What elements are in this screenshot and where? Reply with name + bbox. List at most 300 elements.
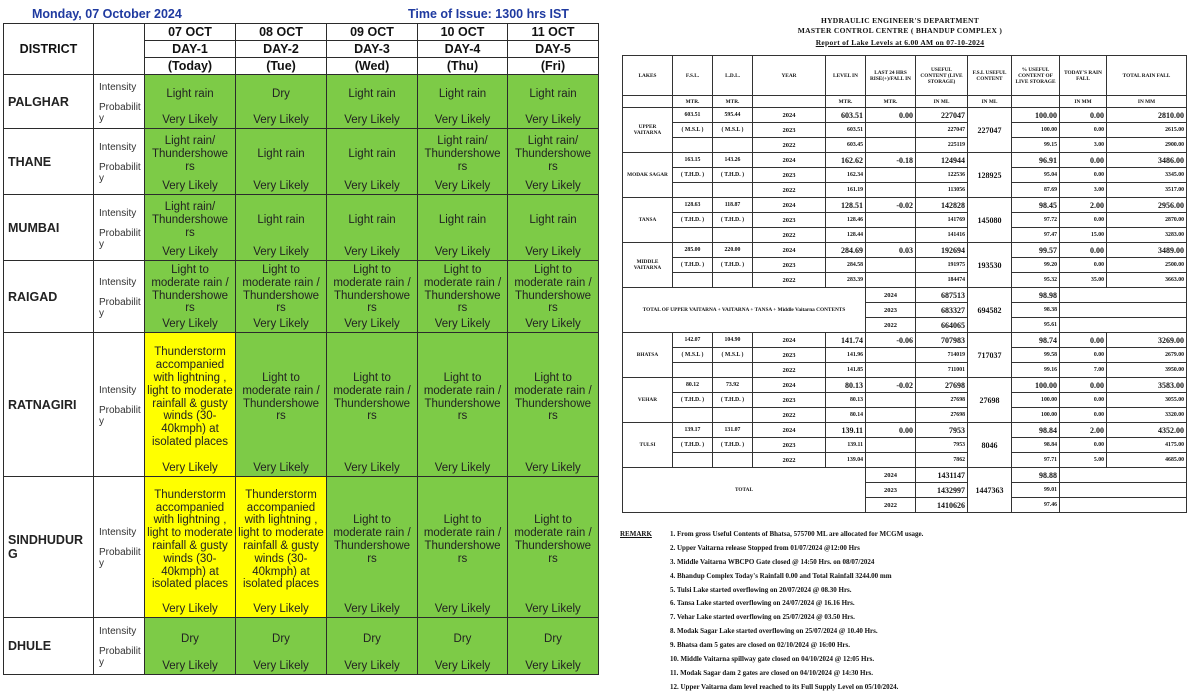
lake-total-rain: 4685.00 (1107, 453, 1187, 468)
probability-text: Very Likely (525, 114, 581, 126)
forecast-cell-content (327, 75, 417, 128)
lake-level: 139.04 (826, 453, 866, 468)
lake-total-rain: 3269.00 (1107, 333, 1187, 348)
lake-content: 113056 (916, 183, 968, 198)
lake-fsl-datum: ( T.H.D. ) (673, 168, 713, 183)
lake-year: 2023 (753, 123, 826, 138)
lake-row (623, 198, 1187, 213)
lake-level: 161.19 (826, 183, 866, 198)
lake-level: 80.14 (826, 408, 866, 423)
intensity-text: Dry (272, 632, 290, 645)
lake-today-rain: 3.00 (1060, 183, 1107, 198)
lake-fsl-datum: ( T.H.D. ) (673, 393, 713, 408)
lake-level: 162.62 (826, 153, 866, 168)
lake-today-rain: 0.00 (1060, 438, 1107, 453)
probability-text: Very Likely (344, 180, 400, 192)
probability-label: Probabilit y (99, 161, 141, 184)
lake-ldl: 595.44 (713, 108, 753, 123)
lake-level: 603.51 (826, 123, 866, 138)
total-content: 1410626 (916, 498, 968, 513)
lake-fsl: 128.63 (673, 198, 713, 213)
intensity-label: Intensity (99, 626, 137, 637)
intensity-text: Thunderstorm accompanied with lightning , light to moderate rainfall & gusty winds (30-40kmph) at isolated places (147, 346, 233, 448)
lake-pct: 100.00 (1012, 378, 1060, 393)
intensity-text: Light rain (348, 88, 396, 101)
forecast-cell (236, 261, 327, 333)
probability-text: Very Likely (253, 180, 309, 192)
forecast-cell-content (418, 477, 507, 617)
probability-text: Very Likely (162, 603, 218, 615)
lake-total-rain: 2810.00 (1107, 108, 1187, 123)
lake-pct: 97.71 (1012, 453, 1060, 468)
lake-year: 2023 (753, 168, 826, 183)
intensity-text: Dry (272, 88, 290, 101)
lake-content: 141769 (916, 213, 968, 228)
forecast-cell (418, 195, 508, 261)
lake-pct: 99.16 (1012, 363, 1060, 378)
district-header: DISTRICT (4, 24, 94, 75)
lake-level: 283.39 (826, 273, 866, 288)
probability-text: Very Likely (344, 318, 400, 330)
lake-fsl-datum: ( M.S.L ) (673, 123, 713, 138)
report-title-2: MASTER CONTROL CENTRE ( BHANDUP COMPLEX ) (797, 26, 1003, 35)
lake-pct: 99.57 (1012, 243, 1060, 258)
forecast-cell-content (327, 333, 417, 476)
lake-content: 227047 (916, 108, 968, 123)
lake-ldl-blank (713, 363, 753, 378)
day-date-header: 09 OCT (327, 24, 418, 41)
lake-today-rain: 0.00 (1060, 123, 1107, 138)
intensity-label: Intensity (99, 141, 137, 153)
probability-text: Very Likely (162, 660, 218, 672)
lake-ldl-blank (713, 228, 753, 243)
forecast-cell (327, 261, 418, 333)
forecast-cell (145, 477, 236, 618)
lake-row (623, 258, 1187, 273)
lake-pct: 98.84 (1012, 438, 1060, 453)
remark-item: 1. From gross Useful Contents of Bhatsa, 575700 ML are allocated for MCGM usage. (670, 530, 924, 538)
district-row (4, 261, 599, 333)
total-pct: 99.01 (1012, 483, 1060, 498)
lake-row (623, 123, 1187, 138)
lake-change: -0.18 (866, 153, 916, 168)
intensity-text: Light to moderate rain / Thundershowe rs (423, 371, 502, 423)
remark-label: REMARK (620, 530, 652, 538)
lake-header-cell: LAST 24 HRS RISE(+)/FALL IN (866, 56, 916, 96)
lake-table (622, 55, 1187, 513)
intensity-text: Light to moderate rain / Thundershowe rs (151, 263, 229, 315)
forecast-cell (236, 129, 327, 195)
forecast-cell-content (145, 129, 235, 194)
subtotal-content: 664065 (916, 318, 968, 333)
probability-text: Very Likely (253, 603, 309, 615)
forecast-cell (508, 129, 599, 195)
lake-header-cell: YEAR (753, 56, 826, 96)
intensity-label: Intensity (99, 207, 137, 219)
probability-text: Very Likely (253, 318, 309, 330)
intensity-label: Intensity (99, 276, 137, 288)
district-name: DHULE (4, 618, 94, 675)
subtotal-pct: 95.61 (1012, 318, 1060, 333)
forecast-cell (327, 477, 418, 618)
forecast-cell-content (418, 75, 507, 128)
probability-label: Probabilit y (99, 296, 141, 319)
lake-pct: 96.91 (1012, 153, 1060, 168)
intensity-text: Dry (181, 632, 199, 645)
lake-name: MIDDLE VAITARNA (623, 243, 673, 288)
lake-pct: 100.00 (1012, 108, 1060, 123)
probability-text: Very Likely (434, 660, 491, 672)
district-name: THANE (4, 129, 94, 195)
subtotal-year: 2024 (866, 288, 916, 303)
lake-pct: 99.58 (1012, 348, 1060, 363)
lake-year: 2022 (753, 228, 826, 243)
subtotal-year: 2022 (866, 318, 916, 333)
total-blank (1060, 498, 1187, 513)
lake-change (866, 453, 916, 468)
subtotal-label: TOTAL OF UPPER VAITARNA + VAITARNA + TANSA + Middle Vaitarna CONTENTS (623, 288, 866, 333)
lake-fsl-content: 8046 (968, 423, 1012, 468)
forecast-cell (327, 75, 418, 129)
lake-ldl: 118.87 (713, 198, 753, 213)
district-name: RAIGAD (4, 261, 94, 333)
lake-unit-cell (623, 96, 673, 108)
forecast-cell (418, 477, 508, 618)
lake-content: 225119 (916, 138, 968, 153)
lake-level: 139.11 (826, 438, 866, 453)
lake-level: 603.51 (826, 108, 866, 123)
lake-name: BHATSA (623, 333, 673, 378)
probability-text: Very Likely (253, 114, 309, 126)
subtotal-content: 683327 (916, 303, 968, 318)
lake-year: 2023 (753, 348, 826, 363)
total-content: 1431147 (916, 468, 968, 483)
intensity-text: Light rain (257, 214, 305, 227)
intensity-text: Light to moderate rain / Thundershowe rs (514, 371, 592, 423)
row-labels (94, 129, 145, 195)
lake-total-rain: 3517.00 (1107, 183, 1187, 198)
lake-level: 162.34 (826, 168, 866, 183)
intensity-text: Light rain/ Thundershowe rs (514, 135, 592, 173)
probability-text: Very Likely (162, 246, 218, 258)
lake-today-rain: 0.00 (1060, 393, 1107, 408)
day-sub-header: (Wed) (327, 58, 418, 75)
probability-label: Probabilit y (99, 101, 141, 124)
intensity-text: Light to moderate rain / Thundershowe rs (333, 371, 411, 423)
intensity-text: Thunderstorm accompanied with lightning , light to moderate rainfall & gusty winds (30-40kmph) at isolated places (147, 488, 233, 591)
lake-ldl: 143.26 (713, 153, 753, 168)
probability-label: Probabilit y (99, 227, 141, 250)
lake-today-rain: 2.00 (1060, 198, 1107, 213)
total-label: TOTAL (623, 468, 866, 513)
forecast-cell-content (236, 261, 326, 332)
lake-level: 284.58 (826, 258, 866, 273)
forecast-cell (327, 333, 418, 477)
probability-text: Very Likely (434, 318, 491, 330)
lake-row (623, 453, 1187, 468)
lake-ldl-blank (713, 453, 753, 468)
lake-level: 128.44 (826, 228, 866, 243)
forecast-cell-content (145, 477, 235, 617)
subtotal-blank (1060, 288, 1187, 303)
forecast-cell-content (327, 477, 417, 617)
lake-content: 191975 (916, 258, 968, 273)
forecast-cell-content (327, 129, 417, 194)
lake-fsl: 142.07 (673, 333, 713, 348)
remark-item: 8. Modak Sagar Lake started overflowing on 25/07/2024 @ 10.40 Hrs. (670, 627, 878, 636)
lake-year: 2023 (753, 393, 826, 408)
lake-total-rain: 3283.00 (1107, 228, 1187, 243)
lake-pct: 87.69 (1012, 183, 1060, 198)
probability-text: Very Likely (253, 462, 309, 474)
lake-content: 714019 (916, 348, 968, 363)
day-label-header: DAY-3 (327, 41, 418, 58)
lake-row (623, 363, 1187, 378)
probability-text: Very Likely (344, 246, 400, 258)
lake-ldl: 131.07 (713, 423, 753, 438)
lake-change (866, 408, 916, 423)
lake-ldl-datum: ( M.S.L ) (713, 123, 753, 138)
probability-text: Very Likely (434, 462, 491, 474)
forecast-cell-content (236, 129, 326, 194)
lake-header-cell: F.S.L USEFUL CONTENT (968, 56, 1012, 96)
lake-total-rain: 3489.00 (1107, 243, 1187, 258)
forecast-cell (418, 75, 508, 129)
forecast-cell-content (418, 261, 507, 332)
lake-row (623, 153, 1187, 168)
intensity-text: Light rain (529, 88, 577, 101)
lake-name: MODAK SAGAR (623, 153, 673, 198)
subtotal-pct: 98.38 (1012, 303, 1060, 318)
forecast-cell-content (236, 195, 326, 260)
intensity-text: Light to moderate rain / Thundershowe rs (242, 371, 320, 423)
lake-unit-cell: MTR. (866, 96, 916, 108)
subtotal-pct: 98.98 (1012, 288, 1060, 303)
lake-row (623, 438, 1187, 453)
forecast-cell (145, 618, 236, 675)
lake-today-rain: 0.00 (1060, 258, 1107, 273)
lake-change (866, 228, 916, 243)
forecast-cell-content (508, 75, 598, 128)
lake-change (866, 273, 916, 288)
lake-total-rain: 3055.00 (1107, 393, 1187, 408)
intensity-text: Light to moderate rain / Thundershowe rs (514, 263, 592, 315)
lake-content: 707983 (916, 333, 968, 348)
lake-row (623, 228, 1187, 243)
lake-content: 122536 (916, 168, 968, 183)
forecast-cell-content (327, 261, 417, 332)
forecast-body (4, 75, 599, 675)
lake-total-rain: 3583.00 (1107, 378, 1187, 393)
lake-total-rain: 4175.00 (1107, 438, 1187, 453)
lake-row (623, 243, 1187, 258)
lake-fsl-content: 27698 (968, 378, 1012, 423)
lake-name: TANSA (623, 198, 673, 243)
probability-text: Very Likely (162, 318, 218, 330)
lake-fsl-content: 227047 (968, 108, 1012, 153)
intensity-text: Light rain/ Thundershowe rs (151, 201, 229, 239)
forecast-header-row (4, 24, 599, 41)
lake-change: 0.00 (866, 423, 916, 438)
remark-item: 9. Bhatsa dam 5 gates are closed on 02/10/2024 @ 16:00 Hrs. (670, 641, 851, 650)
lake-header-cell: LAKES (623, 56, 673, 96)
lake-level: 603.45 (826, 138, 866, 153)
total-pct: 98.88 (1012, 468, 1060, 483)
total-year: 2022 (866, 498, 916, 513)
lake-today-rain: 0.00 (1060, 333, 1107, 348)
lake-fsl-blank (673, 363, 713, 378)
intensity-text: Light rain (348, 214, 396, 227)
row-labels (94, 477, 145, 618)
lake-change (866, 438, 916, 453)
lake-pct: 97.47 (1012, 228, 1060, 243)
probability-text: Very Likely (344, 114, 400, 126)
lake-pct: 98.84 (1012, 423, 1060, 438)
probability-text: Very Likely (525, 603, 581, 615)
remark-item: 11. Modak Sagar dam 2 gates are closed on 04/10/2024 @ 14:30 Hrs. (670, 668, 874, 677)
lake-today-rain: 0.00 (1060, 108, 1107, 123)
remark-item: 12. Upper Vaitarna dam level reached to its Full Supply Level on 05/10/2024. (670, 682, 899, 691)
remark-list (670, 530, 923, 697)
district-row (4, 129, 599, 195)
lake-fsl-datum: ( T.H.D. ) (673, 258, 713, 273)
lake-report-panel (600, 0, 1200, 691)
lake-row (623, 333, 1187, 348)
forecast-cell (508, 618, 599, 675)
forecast-cell-content (145, 75, 235, 128)
probability-text: Very Likely (344, 660, 400, 672)
lake-content: 124944 (916, 153, 968, 168)
forecast-cell-content (236, 75, 326, 128)
lake-row (623, 168, 1187, 183)
lake-table-body (623, 56, 1187, 513)
district-row (4, 75, 599, 129)
lake-unit-cell: IN ML (916, 96, 968, 108)
lake-content: 227047 (916, 123, 968, 138)
lake-change (866, 363, 916, 378)
intensity-label: Intensity (99, 384, 137, 396)
lake-year: 2023 (753, 438, 826, 453)
lake-ldl-blank (713, 183, 753, 198)
intensity-text: Light rain (529, 214, 577, 227)
intensity-text: Light rain/ Thundershowe rs (151, 135, 229, 173)
probability-text: Very Likely (525, 180, 581, 192)
remark-item: 3. Middle Vaitarna WBCPO Gate closed @ 14:50 Hrs. on 08/07/2024 (670, 557, 875, 566)
lake-content: 141416 (916, 228, 968, 243)
day-sub-header: (Tue) (236, 58, 327, 75)
lake-content: 192694 (916, 243, 968, 258)
row-labels (94, 618, 145, 675)
day-date-header: 07 OCT (145, 24, 236, 41)
lake-header-cell: F.S.L. (673, 56, 713, 96)
lake-content: 27698 (916, 393, 968, 408)
intensity-text: Thunderstorm accompanied with lightning , light to moderate rainfall & gusty winds (30-40kmph) at isolated places (238, 488, 324, 591)
forecast-cell-content (508, 129, 598, 194)
lake-name: VEHAR (623, 378, 673, 423)
lake-pct: 95.04 (1012, 168, 1060, 183)
lake-change (866, 138, 916, 153)
lake-total-rain: 2615.00 (1107, 123, 1187, 138)
lake-total-rain: 2956.00 (1107, 198, 1187, 213)
lake-today-rain: 0.00 (1060, 378, 1107, 393)
lake-fsl-blank (673, 138, 713, 153)
lake-year: 2022 (753, 363, 826, 378)
forecast-cell (145, 261, 236, 333)
forecast-cell (236, 477, 327, 618)
probability-text: Very Likely (162, 180, 218, 192)
forecast-cell-content (508, 477, 598, 617)
forecast-cell-content (508, 618, 598, 674)
lake-ldl-datum: ( T.H.D. ) (713, 393, 753, 408)
forecast-cell-content (236, 333, 326, 476)
lake-today-rain: 0.00 (1060, 153, 1107, 168)
lake-row (623, 378, 1187, 393)
lake-pct: 99.15 (1012, 138, 1060, 153)
forecast-cell (236, 195, 327, 261)
lake-content: 7953 (916, 423, 968, 438)
forecast-cell (508, 333, 599, 477)
intensity-text: Light to moderate rain / Thundershowe rs (423, 263, 502, 315)
probability-text: Very Likely (434, 180, 491, 192)
forecast-cell-content (418, 333, 507, 476)
probability-label: Probabilit y (99, 547, 141, 569)
lake-level: 80.13 (826, 393, 866, 408)
probability-text: Very Likely (434, 246, 491, 258)
lake-level: 141.85 (826, 363, 866, 378)
intensity-text: Light rain (438, 214, 487, 227)
lake-fsl: 163.15 (673, 153, 713, 168)
intensity-text: Dry (363, 632, 381, 645)
day-label-header: DAY-4 (418, 41, 508, 58)
forecast-cell (418, 333, 508, 477)
forecast-cell (236, 618, 327, 675)
day-date-header: 10 OCT (418, 24, 508, 41)
forecast-cell-content (145, 261, 235, 332)
intensity-text: Dry (453, 632, 472, 645)
district-row (4, 477, 599, 618)
forecast-cell (327, 129, 418, 195)
lake-fsl: 80.12 (673, 378, 713, 393)
row-labels (94, 261, 145, 333)
intensity-text: Light rain (166, 88, 214, 101)
day-date-header: 11 OCT (508, 24, 599, 41)
probability-text: Very Likely (525, 462, 581, 474)
forecast-cell (327, 618, 418, 675)
lake-pct: 100.00 (1012, 393, 1060, 408)
lake-fsl-content: 717037 (968, 333, 1012, 378)
probability-text: Very Likely (253, 660, 309, 672)
lake-year: 2024 (753, 108, 826, 123)
row-labels (94, 195, 145, 261)
lake-total-rain: 3345.00 (1107, 168, 1187, 183)
lake-today-rain: 0.00 (1060, 213, 1107, 228)
lake-pct: 98.45 (1012, 198, 1060, 213)
issue-time: Time of Issue: 1300 hrs IST (408, 7, 569, 21)
lake-ldl-datum: ( T.H.D. ) (713, 168, 753, 183)
forecast-cell (236, 75, 327, 129)
day-label-header: DAY-1 (145, 41, 236, 58)
lake-level: 128.51 (826, 198, 866, 213)
lake-ldl: 220.00 (713, 243, 753, 258)
lake-year: 2024 (753, 333, 826, 348)
lake-row (623, 348, 1187, 363)
intensity-text: Light rain (438, 88, 487, 101)
lake-header-cell: L.D.L. (713, 56, 753, 96)
lake-ldl: 104.90 (713, 333, 753, 348)
lake-header-cell: % USEFUL CONTENT OF LIVE STORAGE (1012, 56, 1060, 96)
lake-change: 0.00 (866, 108, 916, 123)
lake-pct: 95.32 (1012, 273, 1060, 288)
